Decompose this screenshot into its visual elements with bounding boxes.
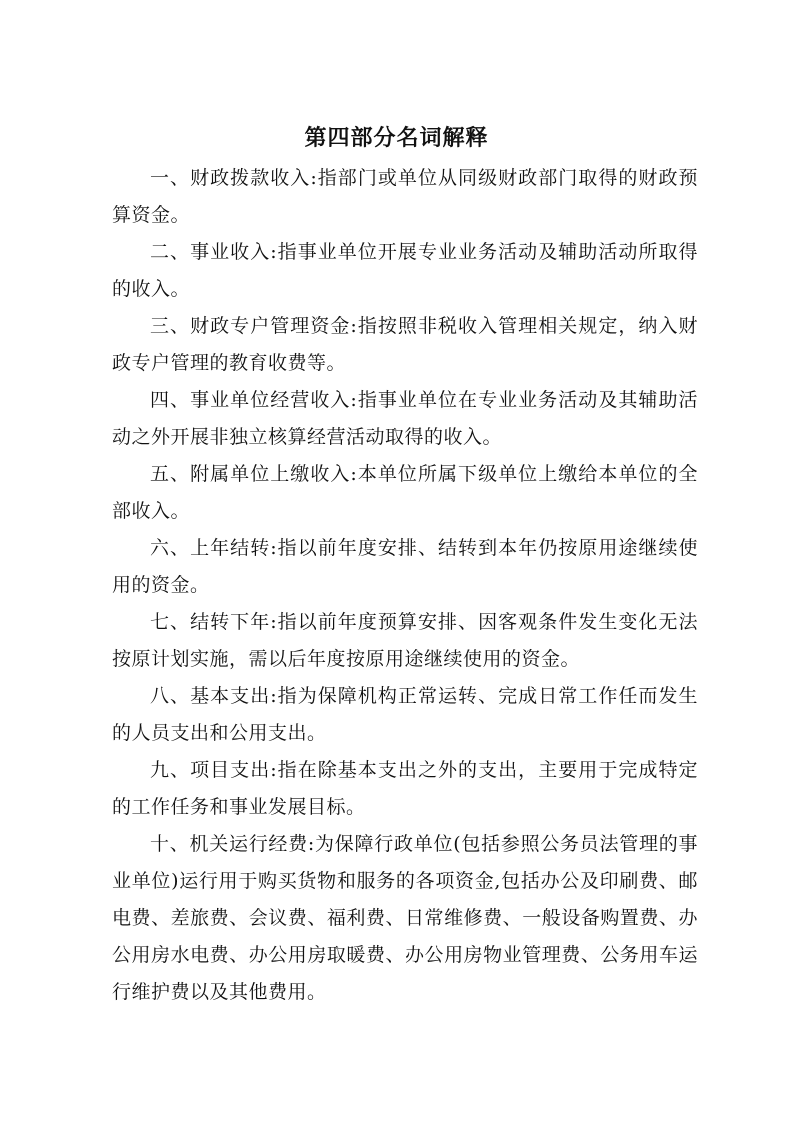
definition-paragraph-9: 九、项目支出:指在除基本支出之外的支出，主要用于完成特定的工作任务和事业发展目标。 <box>112 759 698 818</box>
definition-paragraph-6: 六、上年结转:指以前年度安排、结转到本年仍按原用途继续使用的资金。 <box>112 537 698 596</box>
page-title: 第四部分名词解释 <box>304 125 489 151</box>
definition-paragraph-8: 八、基本支出:指为保障机构正常运转、完成日常工作任而发生的人员支出和公用支出。 <box>112 685 698 744</box>
definition-paragraph-5: 五、附属单位上缴收入:本单位所属下级单位上缴给本单位的全部收入。 <box>112 463 698 522</box>
definitions-body <box>112 160 698 1011</box>
definition-paragraph-4: 四、事业单位经营收入:指事业单位在专业业务活动及其辅助活动之外开展非独立核算经营活动取得的收入。 <box>112 389 698 448</box>
definition-paragraph-2: 二、事业收入:指事业单位开展专业业务活动及辅助活动所取得的收入。 <box>112 241 698 300</box>
definition-paragraph-1: 一、财政拨款收入:指部门或单位从同级财政部门取得的财政预算资金。 <box>112 167 698 226</box>
definition-paragraph-7: 七、结转下年:指以前年度预算安排、因客观条件发生变化无法按原计划实施，需以后年度按原用途继续使用的资金。 <box>112 611 698 670</box>
definition-paragraph-10: 十、机关运行经费:为保障行政单位(包括参照公务员法管理的事业单位)运行用于购买货物和服务的各项资金,包括办公及印刷费、邮电费、差旅费、会议费、福利费、日常维修费、一般设备购置费、办公用房水电费、办公用房取暖费、办公用房物业管理费、公务用车运行维护费以及其他费用。 <box>112 833 698 1003</box>
definition-paragraph-3: 三、财政专户管理资金:指按照非税收入管理相关规定，纳入财政专户管理的教育收费等。 <box>112 315 698 374</box>
